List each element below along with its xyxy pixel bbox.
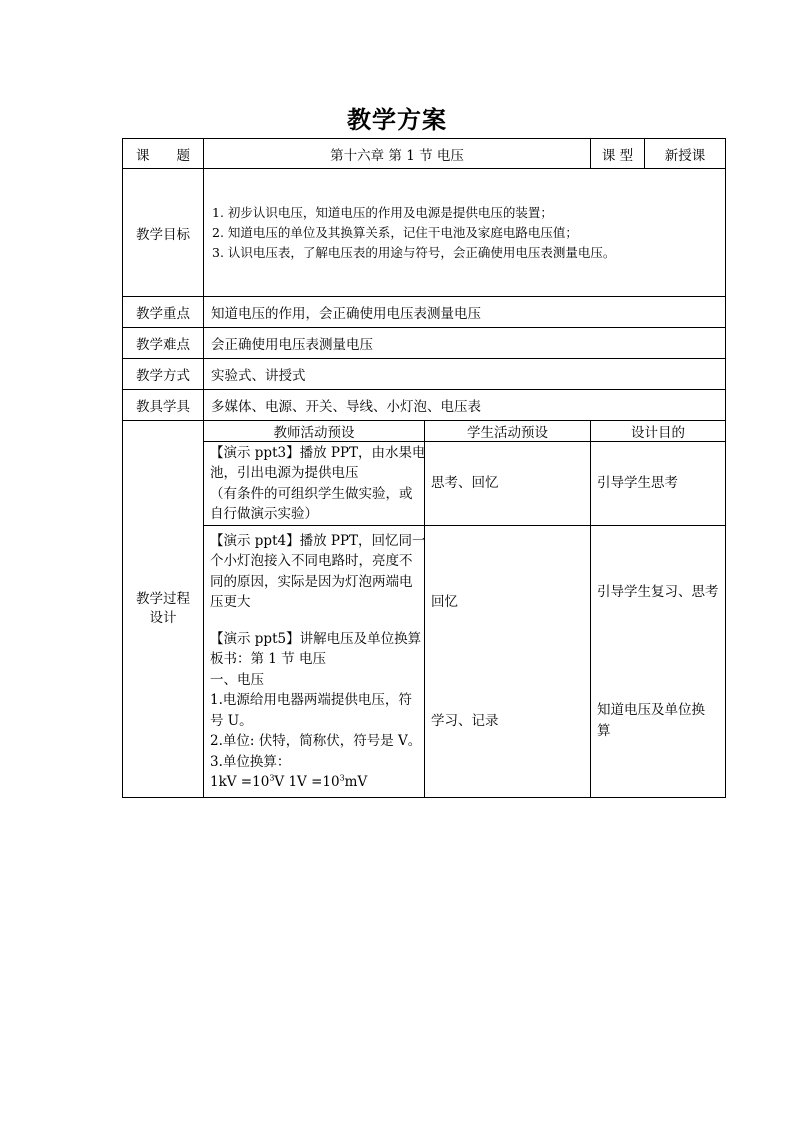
goal-item: 3. 认识电压表，了解电压表的用途与符号，会正确使用电压表测量电压。: [212, 244, 616, 260]
design-purpose: 引导学生复习、思考 知道电压及单位换 算: [591, 526, 726, 798]
goal-item: 1. 初步认识电压，知道电压的作用及电源是提供电压的装置；: [212, 204, 553, 220]
topic-label: 课 题: [123, 139, 204, 169]
activity-row: [123, 526, 726, 798]
student-activity: 回忆 学习、记录: [425, 526, 591, 798]
key-point-row: [123, 297, 726, 328]
topic-value: 第十六章 第 1 节 电压: [204, 139, 591, 169]
key-point-value: 知道电压的作用，会正确使用电压表测量电压: [204, 297, 726, 328]
process-label: 教学过程 设计: [123, 421, 204, 798]
tools-label: 教具学具: [123, 390, 204, 421]
key-point-label: 教学重点: [123, 297, 204, 328]
teacher-activity: 【演示 ppt3】播放 PPT，由水果电 池，引出电源为提供电压 （有条件的可组织学生做实验，或 自行做演示实验）: [204, 442, 425, 526]
type-label: 课 型: [591, 139, 645, 169]
difficulty-label: 教学难点: [123, 328, 204, 359]
design-purpose: 引导学生思考: [591, 442, 726, 526]
teacher-activity: 【演示 ppt4】播放 PPT，回忆同一 个小灯泡接入不同电路时，亮度不 同的原因，实际是因为灯泡两端电 压更大 【演示 ppt5】讲解电压及单位换算 板书：第 1 节 电压 一、电压 1.电源给用电器两端提供电压，符 号 U。 2.单位: 伏特，简称伏，符号是 V。 3.单位换算： $1kV =10^3V$ $1V =10^3mV$: [204, 526, 425, 798]
page-title: 教学方案: [347, 105, 447, 134]
student-header: 学生活动预设: [425, 421, 591, 442]
type-value: 新授课: [645, 139, 726, 169]
student-activity: 思考、回忆: [425, 442, 591, 526]
difficulty-value: 会正确使用电压表测量电压: [204, 328, 726, 359]
goals-label: 教学目标: [123, 169, 204, 297]
tools-row: [123, 390, 726, 421]
lesson-plan-table: [122, 138, 726, 798]
unit-conversion: $1kV =10^3V$ $1V =10^3mV$: [210, 773, 368, 790]
goals-row: [123, 169, 726, 297]
method-label: 教学方式: [123, 359, 204, 390]
goals-content: [204, 169, 726, 297]
teacher-header: 教师活动预设: [204, 421, 425, 442]
method-row: [123, 359, 726, 390]
activity-row: [123, 442, 726, 526]
goal-item: 2. 知道电压的单位及其换算关系，记住干电池及家庭电路电压值；: [212, 224, 578, 240]
process-header-row: [123, 421, 726, 442]
topic-row: [123, 139, 726, 169]
difficulty-row: [123, 328, 726, 359]
tools-value: 多媒体、电源、开关、导线、小灯泡、电压表: [204, 390, 726, 421]
purpose-header: 设计目的: [591, 421, 726, 442]
method-value: 实验式、讲授式: [204, 359, 726, 390]
